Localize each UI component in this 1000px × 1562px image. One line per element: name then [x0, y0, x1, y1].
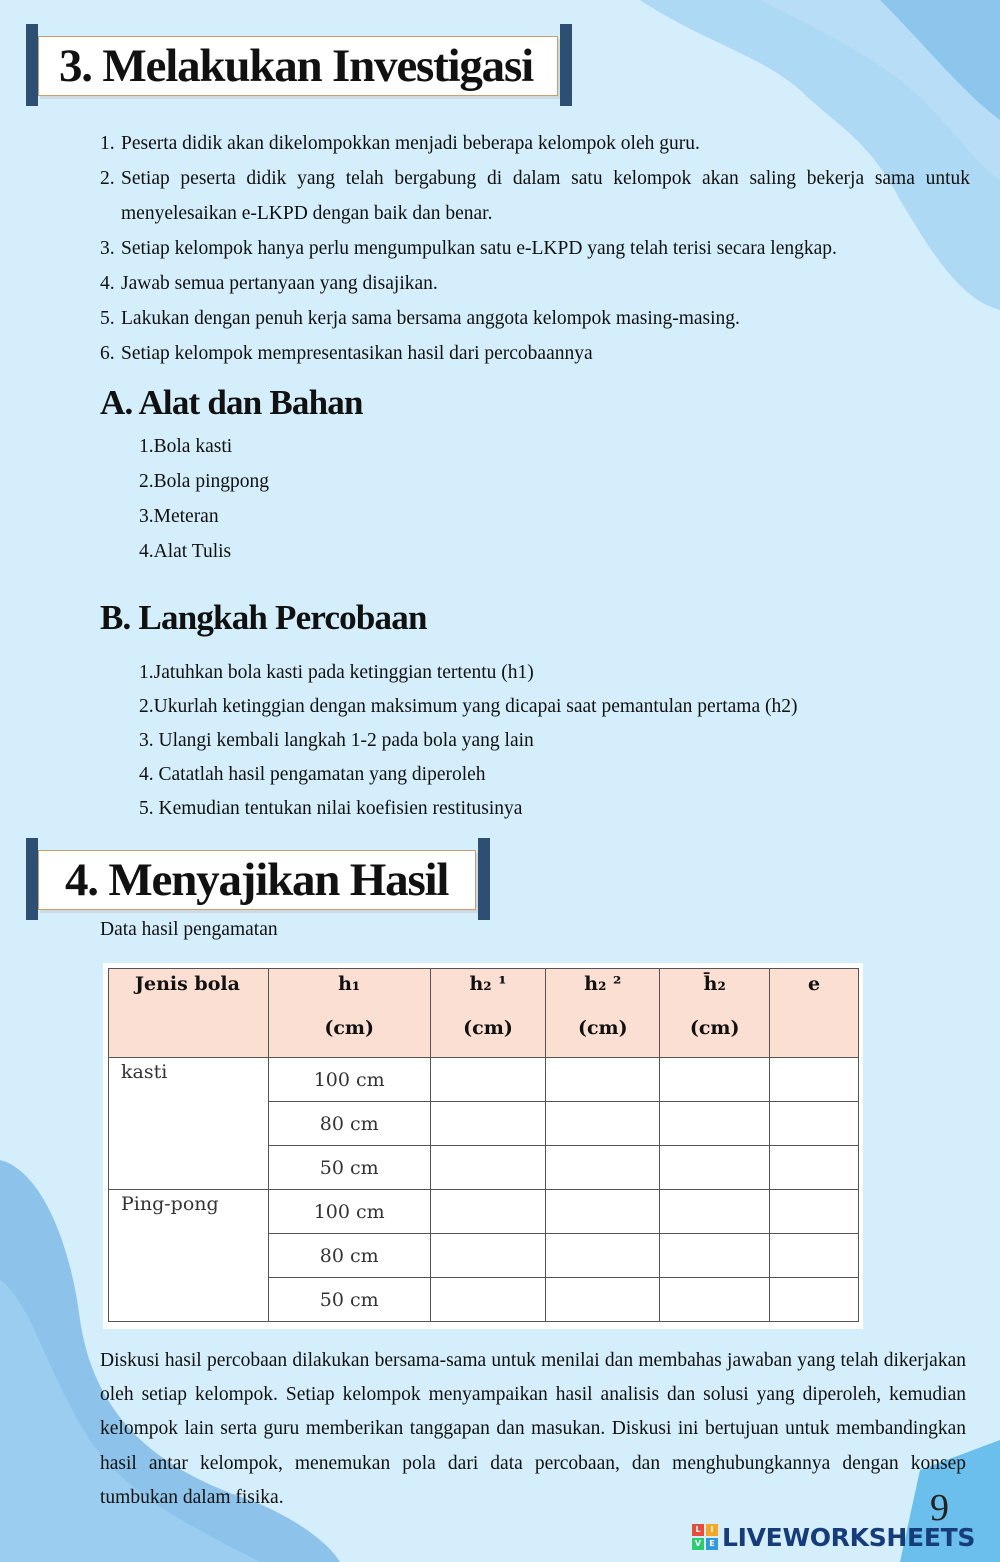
cell-input[interactable] [770, 1234, 859, 1278]
cell-input[interactable] [430, 1278, 546, 1322]
section4-title: 4. Menyajikan Hasil [65, 854, 449, 906]
banner-box [38, 36, 558, 96]
header-h2-mean: h̄₂ (cm) [660, 969, 770, 1058]
list-item: 4.Alat Tulis [139, 541, 232, 562]
alat-list [139, 429, 269, 569]
cell-input[interactable] [770, 1278, 859, 1322]
cell-input[interactable] [660, 1190, 770, 1234]
list-item: 3.Meteran [139, 506, 219, 527]
cell-input[interactable] [770, 1190, 859, 1234]
section3-banner [26, 24, 572, 106]
cell-h1: 80 cm [268, 1102, 430, 1146]
cell-input[interactable] [546, 1278, 660, 1322]
cell-input[interactable] [546, 1146, 660, 1190]
header-h2-1: h₂ ¹ (cm) [430, 969, 546, 1058]
banner-box [38, 850, 476, 910]
banner-bar-left [26, 838, 38, 920]
table-row [109, 1058, 859, 1102]
data-table [108, 968, 859, 1322]
banner-bar-right [478, 838, 490, 920]
discussion-paragraph: Diskusi hasil percobaan dilakukan bersama-sama untuk menilai dan membahas jawaban yang telah dikerjakan oleh setiap kelompok. Setiap kelompok menyampaikan hasil analisis dan solusi yang diperoleh, kemudian kelompok lain serta guru memberikan tanggapan dan masukan. Diskusi ini bertujuan untuk membandingkan hasil antar kelompok, menemukan pola dari data percobaan, dan menghubungkannya dengan konsep tumbukan dalam fisika. [100, 1350, 966, 1508]
cell-input[interactable] [770, 1058, 859, 1102]
list-item: 1.Jatuhkan bola kasti pada ketinggian tertentu (h1) [139, 662, 534, 683]
observation-table [103, 963, 863, 1329]
cell-h1: 100 cm [268, 1190, 430, 1234]
list-item: 6. Setiap kelompok mempresentasikan hasil dari percobaannya [100, 343, 593, 364]
cell-h1: 80 cm [268, 1234, 430, 1278]
cell-input[interactable] [430, 1146, 546, 1190]
cell-ball-type: kasti [109, 1058, 269, 1190]
cell-input[interactable] [546, 1190, 660, 1234]
section3-title: 3. Melakukan Investigasi [59, 40, 533, 92]
list-item: 4. Catatlah hasil pengamatan yang diperoleh [139, 764, 486, 785]
cell-input[interactable] [546, 1102, 660, 1146]
page-number: 9 [930, 1487, 949, 1529]
liveworksheets-logo-icon: L I V E [692, 1524, 718, 1550]
header-h1: h₁ (cm) [268, 969, 430, 1058]
section4-banner [26, 838, 490, 920]
cell-input[interactable] [770, 1102, 859, 1146]
brand-text: LIVEWORKSHEETS [722, 1522, 976, 1552]
langkah-list [139, 656, 797, 826]
table-caption: Data hasil pengamatan [100, 919, 278, 940]
cell-input[interactable] [660, 1234, 770, 1278]
list-item: 1. Peserta didik akan dikelompokkan menjadi beberapa kelompok oleh guru. [100, 133, 700, 154]
cell-input[interactable] [430, 1190, 546, 1234]
cell-h1: 100 cm [268, 1058, 430, 1102]
cell-input[interactable] [430, 1234, 546, 1278]
list-item: 3. Setiap kelompok hanya perlu mengumpulkan satu e-LKPD yang telah terisi secara lengkap. [100, 238, 837, 259]
list-item: 2. Setiap peserta didik yang telah bergabung di dalam satu kelompok akan saling bekerja sama untuk menyelesaikan e-LKPD dengan baik dan benar. [100, 168, 970, 224]
banner-bar-left [26, 24, 38, 106]
cell-input[interactable] [660, 1278, 770, 1322]
cell-input[interactable] [660, 1058, 770, 1102]
cell-h1: 50 cm [268, 1278, 430, 1322]
investigation-list [100, 126, 970, 371]
header-h2-2: h₂ ² (cm) [546, 969, 660, 1058]
list-item: 5. Lakukan dengan penuh kerja sama bersama anggota kelompok masing-masing. [100, 308, 740, 329]
banner-bar-right [560, 24, 572, 106]
cell-ball-type: Ping-pong [109, 1190, 269, 1322]
list-item: 1.Bola kasti [139, 436, 233, 457]
cell-input[interactable] [660, 1146, 770, 1190]
list-item: 5. Kemudian tentukan nilai koefisien restitusinya [139, 798, 523, 819]
list-item: 2.Bola pingpong [139, 471, 269, 492]
cell-input[interactable] [430, 1102, 546, 1146]
table-row [109, 1190, 859, 1234]
cell-input[interactable] [660, 1102, 770, 1146]
liveworksheets-brand[interactable] [692, 1522, 975, 1552]
langkah-heading: B. Langkah Percobaan [100, 598, 427, 637]
cell-input[interactable] [430, 1058, 546, 1102]
list-item: 4. Jawab semua pertanyaan yang disajikan. [100, 273, 438, 294]
cell-input[interactable] [770, 1146, 859, 1190]
list-item: 3. Ulangi kembali langkah 1-2 pada bola yang lain [139, 730, 534, 751]
header-e: e [770, 969, 859, 1058]
cell-input[interactable] [546, 1058, 660, 1102]
cell-h1: 50 cm [268, 1146, 430, 1190]
header-jenis-bola: Jenis bola [109, 969, 269, 1058]
list-item: 2.Ukurlah ketinggian dengan maksimum yang dicapai saat pemantulan pertama (h2) [139, 696, 798, 717]
table-header-row [109, 969, 859, 1058]
cell-input[interactable] [546, 1234, 660, 1278]
alat-heading: A. Alat dan Bahan [100, 383, 363, 422]
